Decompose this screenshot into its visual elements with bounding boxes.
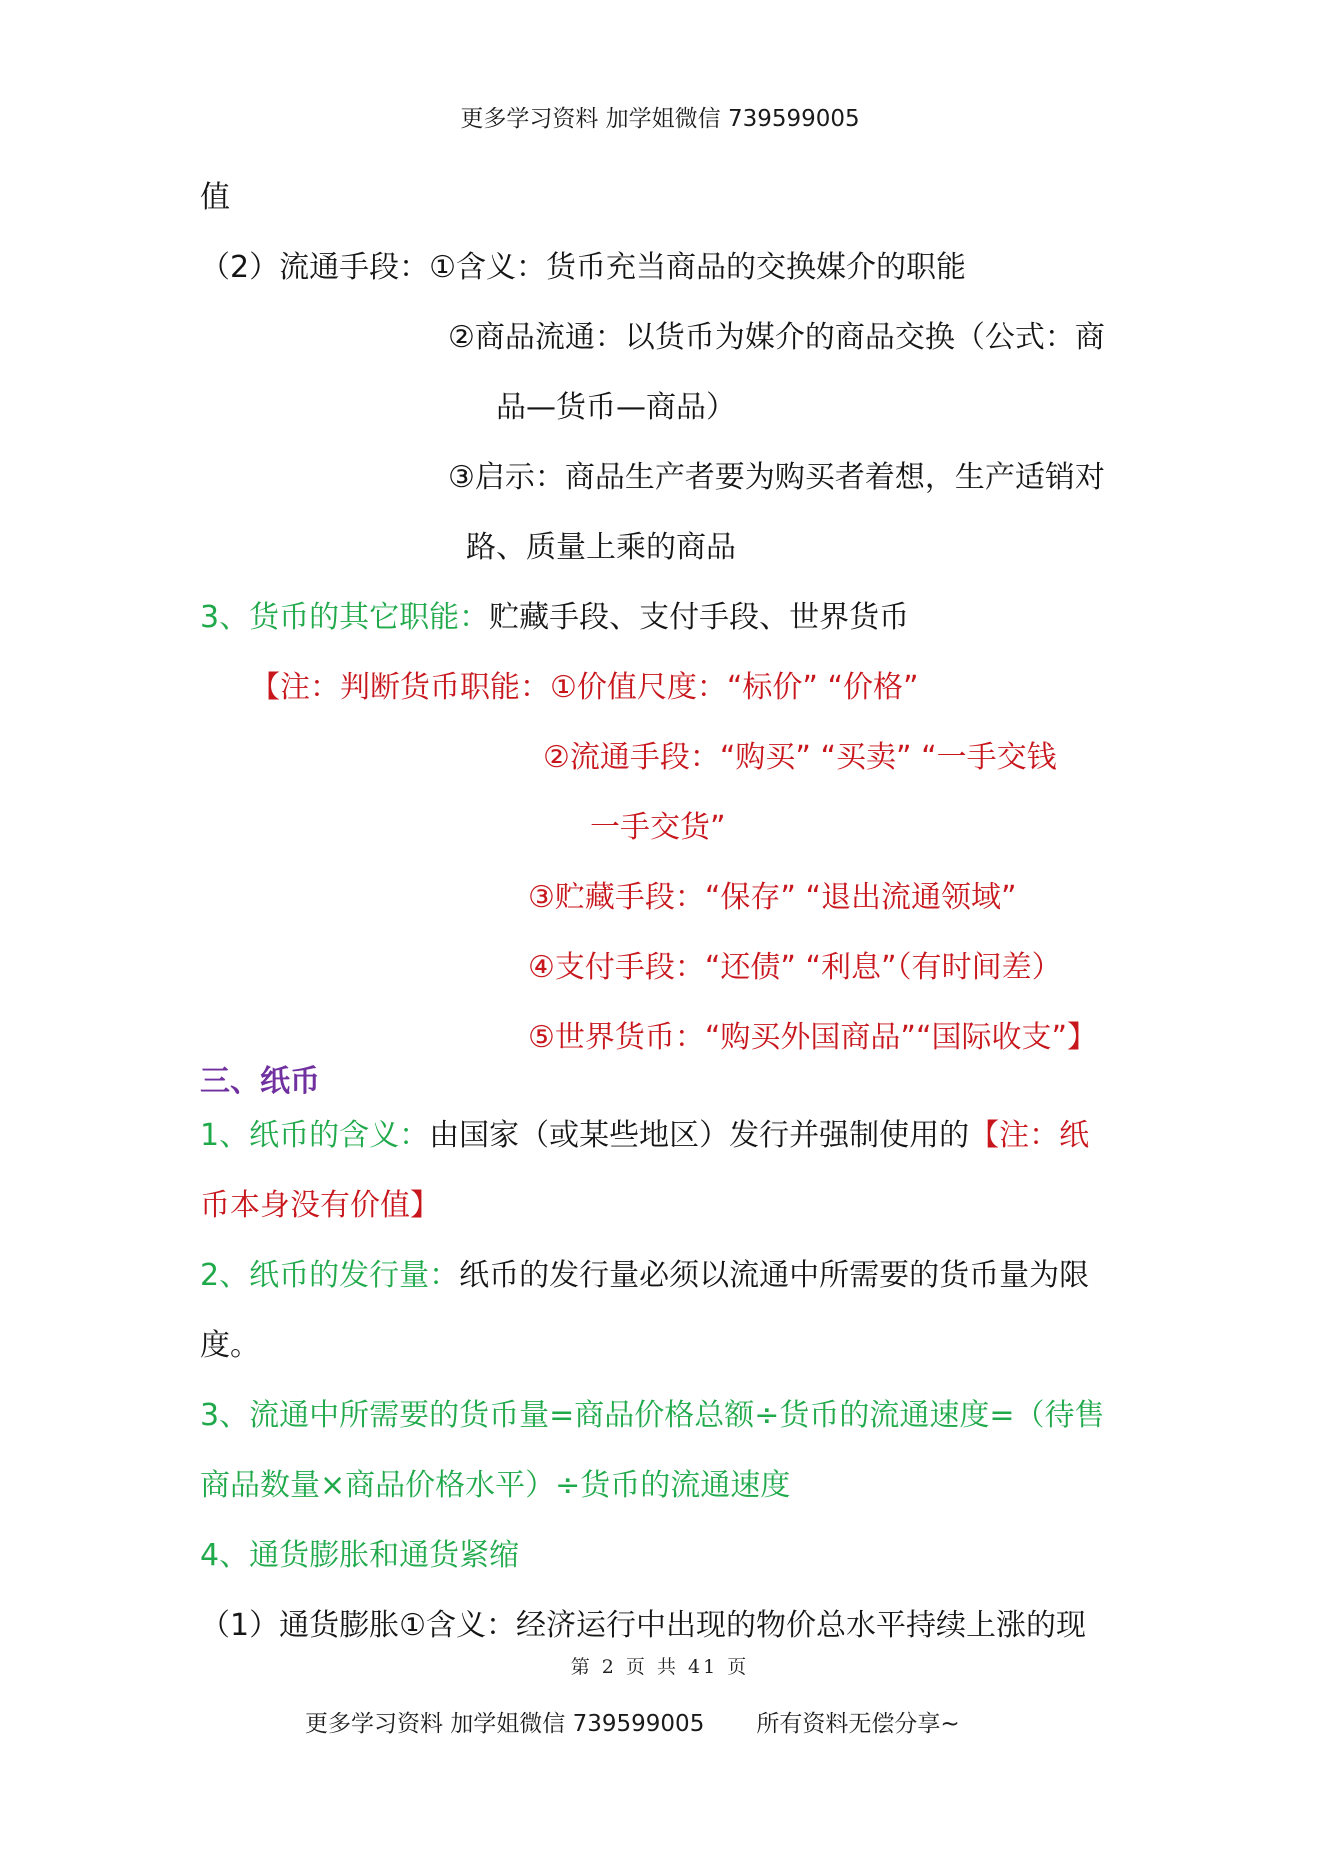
note-line (528, 948, 1062, 988)
note-line (543, 738, 1057, 778)
note-segment: ③贮藏手段：“保存” “退出流通领域” (528, 880, 1017, 915)
text-segment: ②商品流通：以货币为媒介的商品交换（公式：商 (448, 320, 1105, 355)
text-line (496, 388, 736, 428)
heading-segment: 4、通货膨胀和通货紧缩 (200, 1538, 520, 1573)
text-segment: 度。 (200, 1328, 260, 1363)
subheading-other-functions (200, 598, 909, 638)
formula-segment: 3、流通中所需要的货币量=商品价格总额÷货币的流通速度=（待售 (200, 1398, 1105, 1433)
note-segment: 【注：纸 (969, 1118, 1090, 1153)
text-segment: 贮藏手段、支付手段、世界货币 (489, 600, 910, 635)
text-segment: 纸币的发行量必须以流通中所需要的货币量为限 (459, 1258, 1090, 1293)
note-line (200, 1186, 440, 1226)
page-footer-watermark (305, 1705, 960, 1738)
page-header-watermark: 更多学习资料 加学姐微信 739599005 (460, 106, 860, 132)
subheading-inflation-deflation (200, 1536, 519, 1576)
text-line (448, 318, 1105, 358)
text-segment: 路、质量上乘的商品 (466, 530, 736, 565)
note-segment: ②流通手段：“购买” “买卖” “一手交钱 (543, 740, 1057, 775)
heading-segment: 三、纸币 (200, 1064, 320, 1099)
text-line (200, 1116, 1089, 1156)
text-line (200, 1606, 1086, 1646)
formula-segment: 商品数量×商品价格水平）÷货币的流通速度 (200, 1468, 791, 1503)
footer-left-text: 更多学习资料 加学姐微信 739599005 (305, 1711, 705, 1737)
note-segment: 币本身没有价值】 (200, 1188, 440, 1223)
text-line (200, 178, 230, 218)
text-segment: 品—货币—商品） (496, 390, 736, 425)
page-number: 第 2 页 共 41 页 (570, 1656, 750, 1678)
heading-segment: 2、纸币的发行量： (200, 1258, 460, 1293)
footer-right-text: 所有资料无偿分享~ (756, 1711, 960, 1737)
note-line (590, 808, 726, 848)
note-segment: 【注：判断货币职能：①价值尺度：“标价” “价格” (250, 670, 919, 705)
text-line (448, 458, 1105, 498)
note-line (528, 1018, 1097, 1058)
formula-line (200, 1466, 790, 1506)
heading-segment: 3、货币的其它职能： (200, 600, 490, 635)
note-line (250, 668, 919, 708)
heading-segment: 1、纸币的含义： (200, 1118, 430, 1153)
text-segment: （1）通货膨胀①含义：经济运行中出现的物价总水平持续上涨的现 (200, 1608, 1086, 1643)
formula-line (200, 1396, 1105, 1436)
section-heading-paper-money (200, 1062, 320, 1102)
text-segment: （2）流通手段：①含义：货币充当商品的交换媒介的职能 (200, 250, 966, 285)
text-line (200, 1326, 260, 1366)
text-line (200, 248, 966, 288)
text-segment: 值 (200, 180, 230, 215)
note-segment: ⑤世界货币：“购买外国商品”“国际收支”】 (528, 1020, 1098, 1055)
note-segment: ④支付手段：“还债” “利息”（有时间差） (528, 950, 1062, 985)
text-segment: 由国家（或某些地区）发行并强制使用的 (429, 1118, 970, 1153)
note-line (528, 878, 1017, 918)
note-segment: 一手交货” (590, 810, 726, 845)
text-line (200, 1256, 1089, 1296)
text-segment: ③启示：商品生产者要为购买者着想，生产适销对 (448, 460, 1105, 495)
text-line (466, 528, 736, 568)
